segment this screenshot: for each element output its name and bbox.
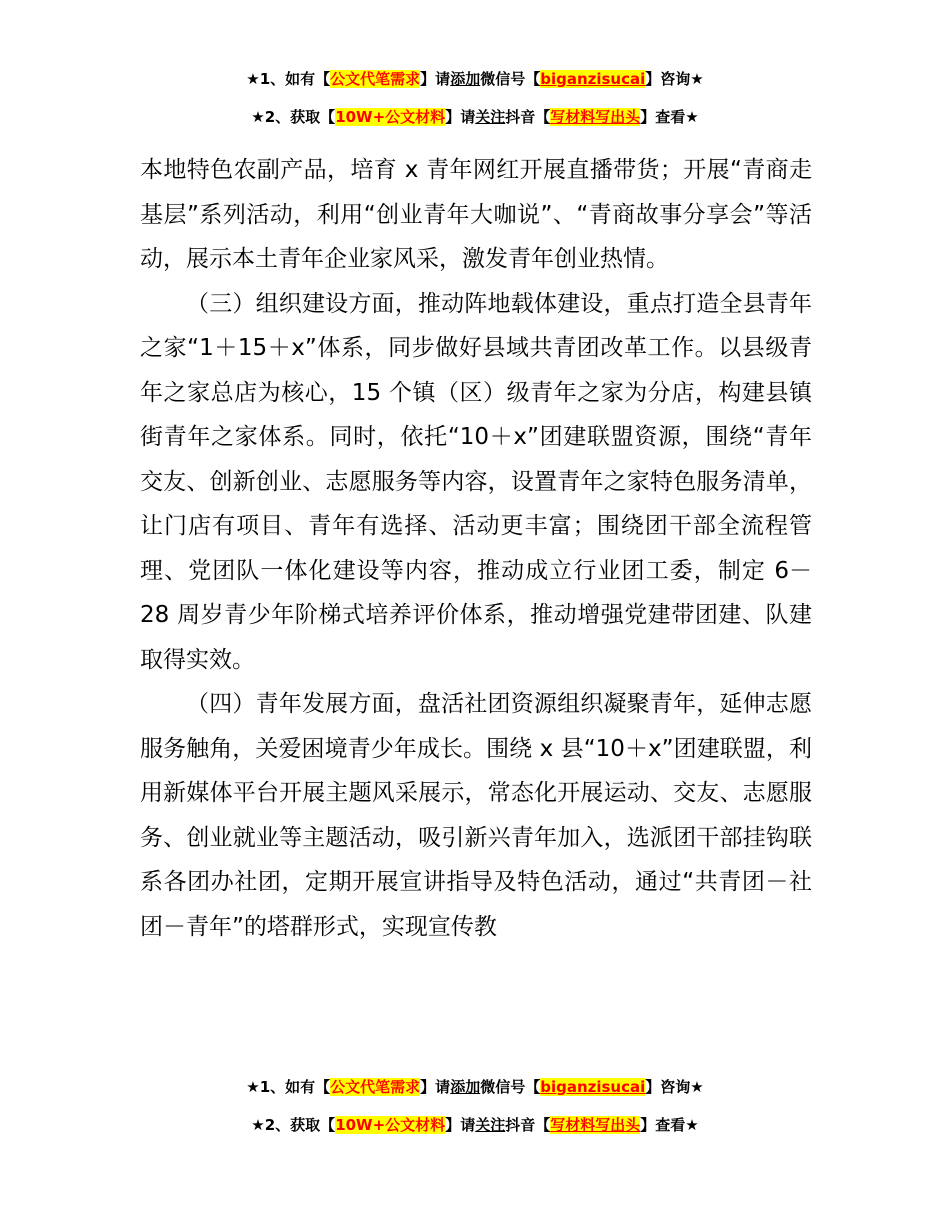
banner-text: 微信号【 bbox=[480, 70, 541, 88]
banner-text: 】咨询★ bbox=[645, 70, 704, 88]
paragraph-youth-development: （四）青年发展方面，盘活社团资源组织凝聚青年，延伸志愿服务触角，关爱困境青少年成长。围绕 x 县“10＋x”团建联盟，利用新媒体平台开展主题风采展示，常态化开展运动、交友、志愿服务、创业就业等主题活动，吸引新兴青年加入，选派团干部挂钩联系各团办社团，定期开展宣讲指导及特色活动，通过“共青团－社团－青年”的塔群形式，实现宣传教 bbox=[140, 691, 812, 940]
banner-text: ★1、如有【 bbox=[246, 1078, 331, 1096]
highlight-service: 公文代笔需求 bbox=[330, 1078, 421, 1096]
banner-text: 】请 bbox=[445, 108, 476, 126]
paragraph-organization: （三）组织建设方面，推动阵地载体建设，重点打造全县青年之家“1＋15＋x”体系，同步做好县域共青团改革工作。以县级青年之家总店为核心，15 个镇（区）级青年之家为分店，构建县镇街青年之家体系。同时，依托“10＋x”团建联盟资源，围绕“青年交友、创新创业、志愿服务等内容，设置青年之家特色服务清单，让门店有项目、青年有选择、活动更丰富；围绕团干部全流程管理、党团队一体化建设等内容，推动成立行业团工委，制定 6－28 周岁青少年阶梯式培养评价体系，推动增强党建带团建、队建取得实效。 bbox=[140, 290, 812, 673]
banner-underlined-text: 添加 bbox=[450, 70, 481, 88]
banner-text: 微信号【 bbox=[480, 1078, 541, 1096]
banner-text: ★1、如有【 bbox=[246, 70, 331, 88]
document-body bbox=[140, 148, 812, 949]
banner-text: 】请 bbox=[420, 1078, 451, 1096]
wechat-id-link[interactable]: biganzisucai bbox=[540, 1078, 646, 1096]
banner-text: 抖音【 bbox=[505, 108, 551, 126]
highlight-materials: 10W+公文材料 bbox=[335, 1116, 446, 1134]
douyin-account-link[interactable]: 写材料写出头 bbox=[550, 1116, 641, 1134]
banner-text: 】请 bbox=[445, 1116, 476, 1134]
highlight-materials: 10W+公文材料 bbox=[335, 108, 446, 126]
footer-banner-line-2 bbox=[0, 1114, 950, 1136]
banner-underlined-text: 添加 bbox=[450, 1078, 481, 1096]
banner-text: 】查看★ bbox=[640, 1116, 699, 1134]
footer-banner-line-1 bbox=[0, 1076, 950, 1098]
banner-text: 】请 bbox=[420, 70, 451, 88]
banner-underlined-text: 关注 bbox=[475, 108, 506, 126]
highlight-service: 公文代笔需求 bbox=[330, 70, 421, 88]
banner-text: ★2、获取【 bbox=[251, 108, 336, 126]
banner-text: 】咨询★ bbox=[645, 1078, 704, 1096]
banner-underlined-text: 关注 bbox=[475, 1116, 506, 1134]
banner-text: 】查看★ bbox=[640, 108, 699, 126]
wechat-id-link[interactable]: biganzisucai bbox=[540, 70, 646, 88]
banner-text: 抖音【 bbox=[505, 1116, 551, 1134]
header-banner-line-2 bbox=[0, 106, 950, 128]
paragraph-1: 本地特色农副产品，培育 x 青年网红开展直播带货；开展“青商走基层”系列活动，利用“创业青年大咖说”、“青商故事分享会”等活动，展示本土青年企业家风采，激发青年创业热情。 bbox=[140, 157, 812, 272]
header-banner-line-1 bbox=[0, 68, 950, 90]
douyin-account-link[interactable]: 写材料写出头 bbox=[550, 108, 641, 126]
banner-text: ★2、获取【 bbox=[251, 1116, 336, 1134]
